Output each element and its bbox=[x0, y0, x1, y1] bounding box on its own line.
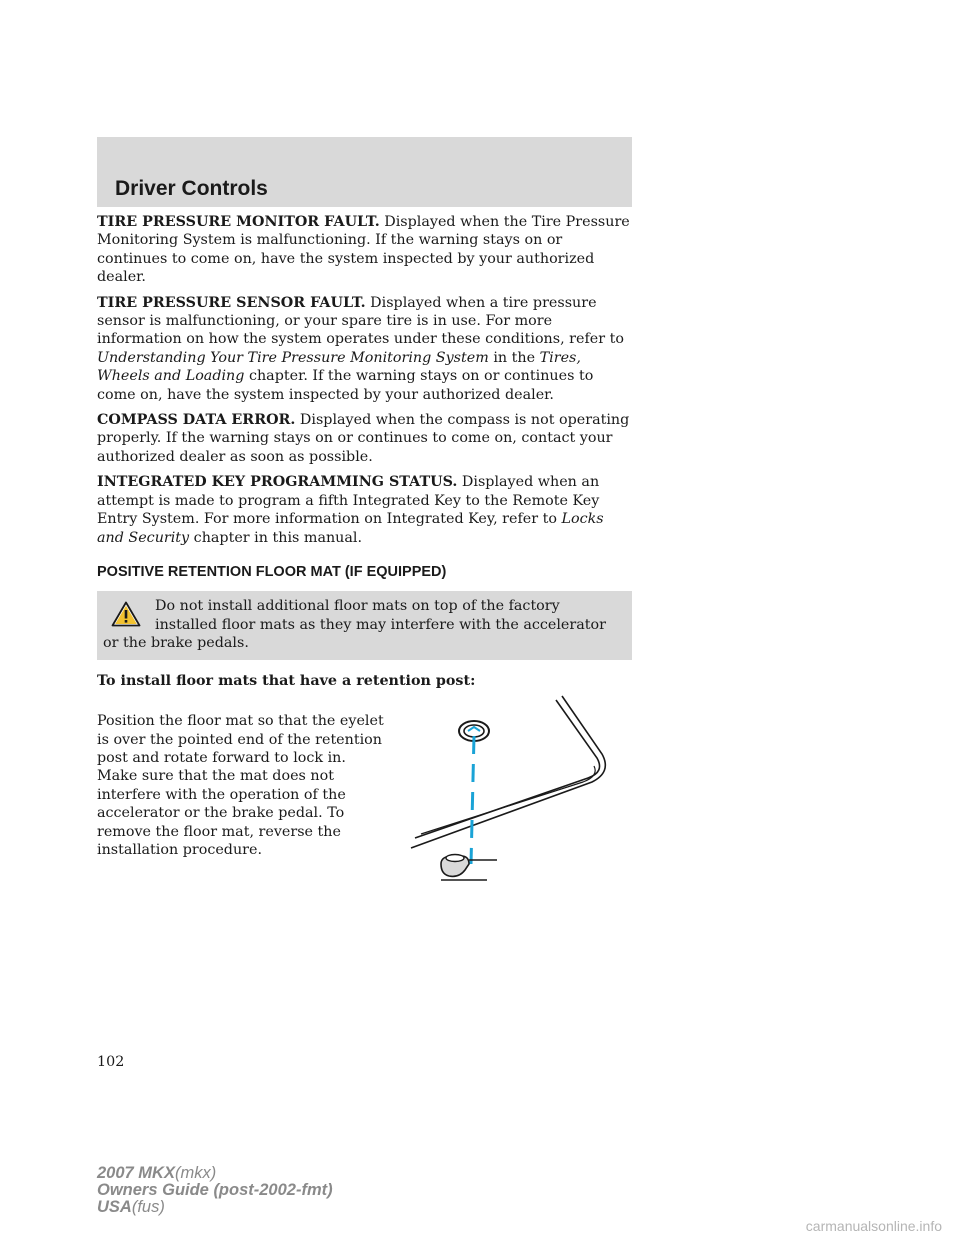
section-header-band bbox=[97, 137, 632, 207]
message-term: TIRE PRESSURE SENSOR FAULT. bbox=[97, 294, 366, 311]
message-text: in the bbox=[488, 349, 540, 366]
section-heading: POSITIVE RETENTION FLOOR MAT (IF EQUIPPED) bbox=[97, 563, 447, 580]
message-text: Displayed when an attempt is made to program a fifth Integrated Key to the Remote Key Entry System. For more information on Integrated Key, refer to bbox=[97, 474, 600, 528]
page-number: 102 bbox=[97, 1054, 125, 1070]
message-term: INTEGRATED KEY PROGRAMMING STATUS. bbox=[97, 474, 458, 491]
alignment-dashed-line bbox=[471, 736, 474, 864]
message-text: chapter. If the warning stays on or continues to come on, have the system inspected by your authorized dealer. bbox=[97, 368, 594, 403]
footer-market: USA bbox=[97, 1198, 132, 1216]
document-footer bbox=[97, 1165, 333, 1216]
footer-market-code: (fus) bbox=[131, 1198, 165, 1216]
message-text: chapter in this manual. bbox=[189, 529, 363, 546]
watermark: carmanualsonline.info bbox=[805, 1218, 942, 1234]
page-content bbox=[97, 213, 632, 928]
retention-post-icon bbox=[441, 854, 469, 876]
mat-edge-third bbox=[421, 766, 595, 834]
warning-triangle-icon bbox=[111, 601, 141, 627]
message-tire-pressure-monitor-fault bbox=[97, 213, 632, 287]
mat-edge-inner bbox=[415, 700, 600, 838]
chapter-reference: Understanding Your Tire Pressure Monitoring System bbox=[97, 349, 489, 366]
warning-box bbox=[97, 591, 632, 659]
chapter-reference: Tires, Wheels and Loading bbox=[97, 349, 581, 385]
page-title: Driver Controls bbox=[115, 177, 268, 200]
install-figure-row bbox=[97, 698, 632, 928]
footer-guide: Owners Guide (post-2002-fmt) bbox=[97, 1181, 333, 1199]
mat-edge-outer bbox=[411, 696, 605, 848]
message-text: Displayed when the compass is not operating properly. If the warning stays on or continues to come on, contact your authorized dealer as soon as possible. bbox=[97, 412, 630, 465]
chapter-reference: Locks and Security bbox=[97, 511, 604, 546]
footer-model-code: (mkx) bbox=[174, 1164, 217, 1182]
footer-model: 2007 MKX bbox=[97, 1164, 175, 1182]
message-term: TIRE PRESSURE MONITOR FAULT. bbox=[97, 214, 380, 230]
message-compass-data-error bbox=[97, 411, 632, 466]
warning-text: Do not install additional floor mats on top of the factory installed floor mats as they may interfere with the accelerator or the brake pedals. bbox=[103, 598, 606, 652]
message-integrated-key-programming-status bbox=[97, 473, 632, 547]
install-instructions: Position the floor mat so that the eyelet is over the pointed end of the retention post and rotate forward to lock in. Make sure that the mat does not interfere with the operation of the accelerator or the brake pedal. To remove the floor mat, reverse the installation procedure. bbox=[97, 713, 384, 859]
message-text: Displayed when the Tire Pressure Monitoring System is malfunctioning. If the warning stays on or continues to come on, have the system inspected by your authorized dealer. bbox=[97, 214, 630, 286]
message-tire-pressure-sensor-fault bbox=[97, 294, 632, 404]
message-term: COMPASS DATA ERROR. bbox=[97, 412, 296, 429]
floor-mat-retention-post-illustration bbox=[407, 692, 637, 932]
install-subheading: To install floor mats that have a retention post: bbox=[97, 672, 476, 689]
message-text: Displayed when a tire pressure sensor is malfunctioning, or your spare tire is in use. For more information on how the system operates under these conditions, refer to bbox=[97, 294, 624, 348]
